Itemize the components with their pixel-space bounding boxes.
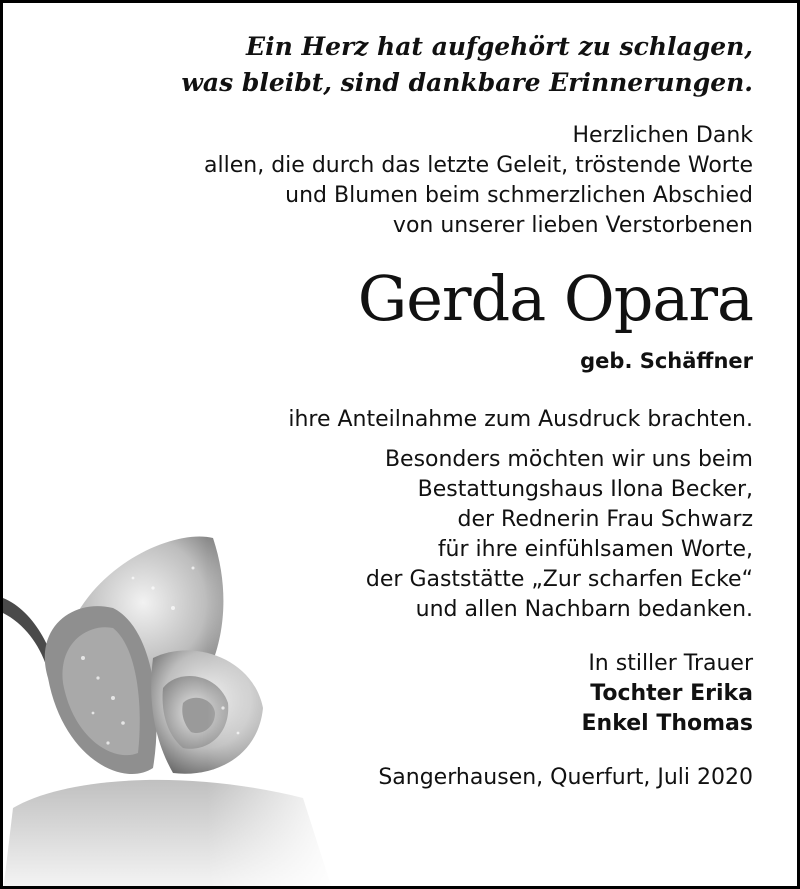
mourners-intro: In stiller Trauer xyxy=(588,651,753,676)
thanks-line: allen, die durch das letzte Geleit, tröstende Worte xyxy=(204,153,753,178)
obituary-text xyxy=(53,29,753,793)
thanks-intro xyxy=(53,121,753,241)
special-thanks-line: der Gaststätte „Zur scharfen Ecke“ xyxy=(365,567,753,592)
special-thanks-line: Bestattungshaus Ilona Becker, xyxy=(417,477,753,502)
mourners xyxy=(53,649,753,739)
motto-line: Ein Herz hat aufgehört zu schlagen, xyxy=(246,32,753,61)
thanks-outro: ihre Anteilnahme zum Ausdruck brachten. xyxy=(288,407,753,432)
place-date: Sangerhausen, Querfurt, Juli 2020 xyxy=(378,765,753,790)
special-thanks-line: Besonders möchten wir uns beim xyxy=(384,447,753,472)
special-thanks xyxy=(53,445,753,625)
special-thanks-line: der Rednerin Frau Schwarz xyxy=(457,507,753,532)
thanks-line: von unserer lieben Verstorbenen xyxy=(392,213,753,238)
special-thanks-line: und allen Nachbarn bedanken. xyxy=(415,597,753,622)
birth-name: geb. Schäffner xyxy=(580,349,753,373)
thanks-line: und Blumen beim schmerzlichen Abschied xyxy=(285,183,753,208)
deceased-name: Gerda Opara xyxy=(357,262,753,335)
motto-line: was bleibt, sind dankbare Erinnerungen. xyxy=(181,68,753,97)
motto xyxy=(53,29,753,101)
mourner-grandson: Enkel Thomas xyxy=(581,711,753,736)
special-thanks-line: für ihre einfühlsamen Worte, xyxy=(437,537,753,562)
thanks-line: Herzlichen Dank xyxy=(572,123,753,148)
mourner-daughter: Tochter Erika xyxy=(590,681,753,706)
